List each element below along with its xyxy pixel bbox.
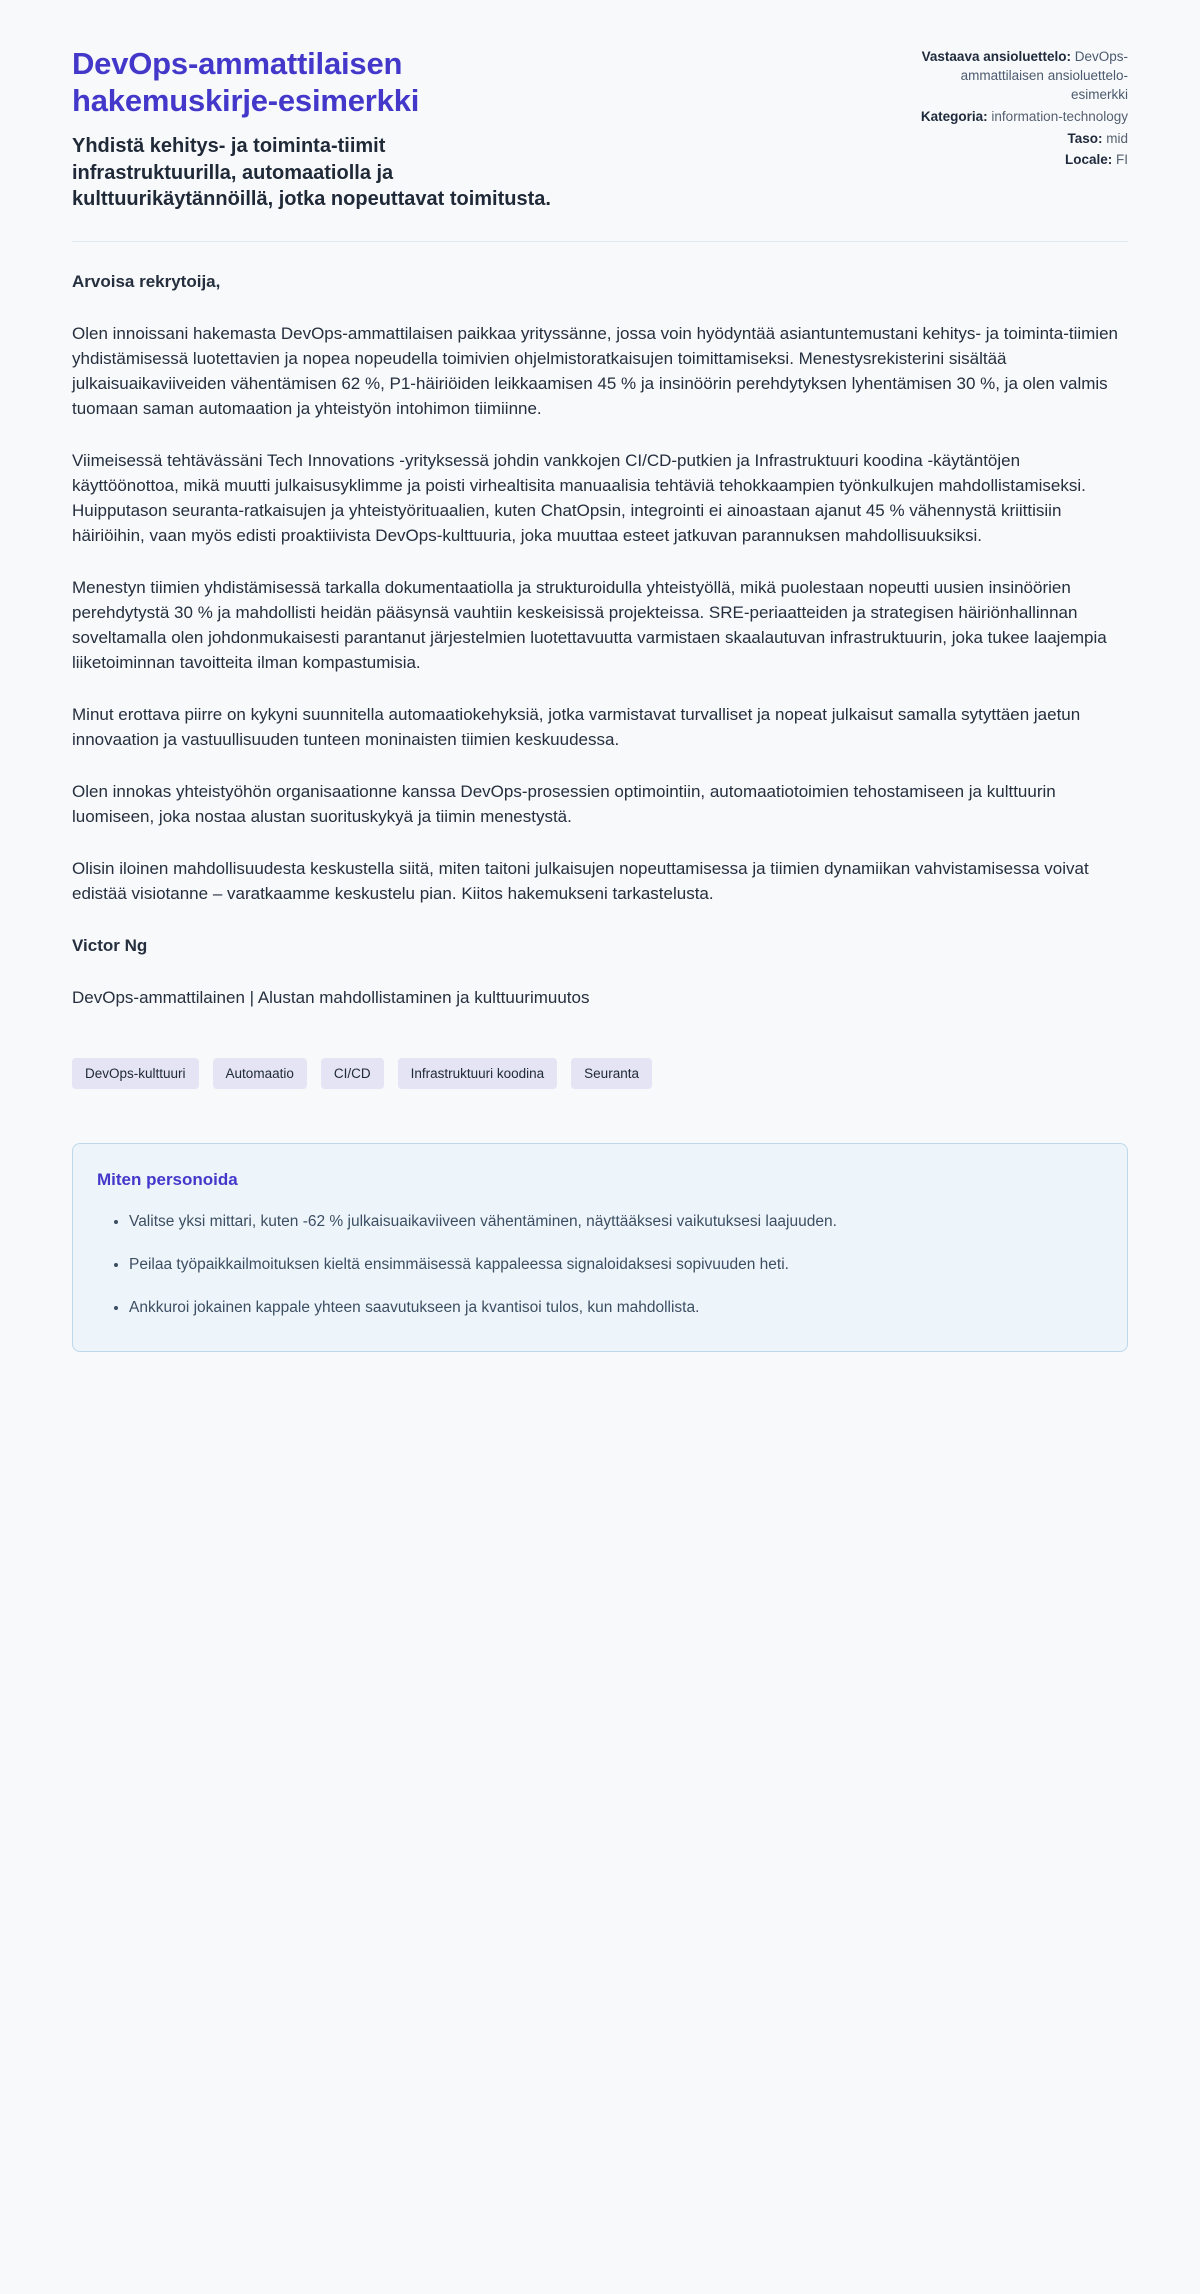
header-divider — [72, 241, 1128, 242]
letter-paragraph: Olen innokas yhteistyöhön organisaationne kanssa DevOps-prosessien optimointiin, automaatiotoimien tehostamiseen ja kulttuurin luomiseen, joka nostaa alustan suorituskykyä ja tiimin menestystä. — [72, 781, 1056, 826]
personalization-callout — [72, 1143, 1128, 1352]
meta-value-locale: FI — [1116, 152, 1128, 168]
cover-letter-body — [72, 269, 1128, 1010]
letter-paragraph: Olisin iloinen mahdollisuudesta keskustella siitä, miten taitoni julkaisujen nopeuttamisessa ja tiimien dynamiikan vahvistamisessa voivat edistää visiotanne – varatkaamme keskustelu pian. Kiitos hakemukseni tarkastelusta. — [72, 858, 1089, 903]
page-subtitle: Yhdistä kehitys- ja toiminta-tiimit infrastruktuurilla, automaatiolla ja kulttuurikäytännöillä, jotka nopeuttavat toimitusta. — [72, 135, 551, 211]
meta-row-matching-resume — [918, 48, 1128, 105]
tag-chip: DevOps-kulttuuri — [72, 1058, 199, 1089]
letter-paragraph: Viimeisessä tehtävässäni Tech Innovations -yrityksessä johdin vankkojen CI/CD-putkien ja Infrastruktuuri koodina -käytäntöjen käyttöönottoa, mikä muutti julkaisusyklimme ja poisti virhealtisita manuaalisia tehtäviä tehokkaampien työnkulkujen mahdollistamiseksi. Huipputason seuranta-ratkaisujen ja yhteistyörituaalien, kuten ChatOpsin, integrointi ei ainoastaan ajanut 45 % vähennystä kriittisiin häiriöihin, vaan myös edisti proaktiivista DevOps-kulttuuria, joka muuttaa esteet jatkuvan parannuksen mahdollisuuksiksi. — [72, 450, 1086, 545]
matching-resume-link[interactable]: DevOps-ammattilaisen ansioluettelo-esimerkki — [960, 49, 1128, 102]
meta-block — [918, 46, 1128, 173]
letter-paragraph: Olen innoissani hakemasta DevOps-ammattilaisen paikkaa yrityssänne, jossa voin hyödyntää asiantuntemustani kehitys- ja toiminta-tiimien yhdistämisessä luotettavien ja nopea nopeudella toimivien ohjelmistoratkaisujen toimittamiseksi. Menestysrekisterini sisältää julkaisuaikaviiveiden vähentämisen 62 %, P1-häiriöiden leikkaamisen 45 % ja insinöörin perehdytyksen lyhentämisen 30 %, ja olen valmis tuomaan saman automaation ja yhteistyön intohimon tiimiinne. — [72, 323, 1118, 418]
callout-title: Miten personoida — [97, 1169, 238, 1189]
meta-label-category: Kategoria: — [920, 108, 988, 124]
letter-paragraph: Menestyn tiimien yhdistämisessä tarkalla dokumentaatiolla ja strukturoidulla yhteistyöllä, mikä puolestaan nopeutti uusien insinöörien perehdytystä 30 % ja mahdollisti heidän pääsynsä vauhtiin keskeisissä projekteissa. SRE-periaatteiden ja strategisen häiriönhallinnan soveltamalla olen johdonmukaisesti parantanut järjestelmien luotettavuutta varmistaen skaalautuvan infrastruktuurin, joka tukee laajempia liiketoiminnan tavoitteita ilman kompastumisia. — [72, 577, 1107, 672]
meta-label-matching-resume: Vastaava ansioluettelo: — [921, 49, 1071, 64]
meta-value-category: information-technology — [991, 108, 1128, 124]
meta-label-level: Taso: — [1067, 130, 1103, 146]
signature-name: Victor Ng — [72, 935, 148, 955]
tag-list — [72, 1058, 1128, 1089]
meta-value-level: mid — [1106, 130, 1128, 146]
meta-row-level — [918, 130, 1128, 149]
tag-chip: Infrastruktuuri koodina — [398, 1058, 558, 1089]
callout-item: • Peilaa työpaikkailmoituksen kieltä ensimmäisessä kappaleessa signaloidaksesi sopivuuden heti. — [129, 1253, 877, 1277]
meta-row-locale — [918, 151, 1128, 170]
page-title: DevOps-ammattilaisen hakemuskirje-esimerkki — [72, 46, 420, 118]
callout-list — [97, 1210, 877, 1320]
meta-row-category — [918, 108, 1128, 127]
meta-label-locale: Locale: — [1064, 152, 1113, 168]
signature-title: DevOps-ammattilainen | Alustan mahdollistaminen ja kulttuurimuutos — [72, 987, 590, 1007]
tag-chip: Seuranta — [571, 1058, 652, 1089]
callout-item: • Valitse yksi mittari, kuten -62 % julkaisuaikaviiveen vähentäminen, näyttääksesi vaikutuksesi laajuuden. — [129, 1210, 877, 1234]
page-header — [72, 46, 1128, 213]
header-title-block — [72, 46, 552, 213]
callout-item: • Ankkuroi jokainen kappale yhteen saavutukseen ja kvantisoi tulos, kun mahdollista. — [129, 1296, 877, 1320]
letter-salutation: Arvoisa rekrytoija, — [72, 271, 221, 291]
tag-chip: CI/CD — [321, 1058, 384, 1089]
tag-chip: Automaatio — [213, 1058, 307, 1089]
letter-paragraph: Minut erottava piirre on kykyni suunnitella automaatiokehyksiä, jotka varmistavat turvalliset ja nopeat julkaisut samalla sytyttäen jaetun innovaation ja vastuullisuuden tunteen moninaisten tiimien keskuudessa. — [72, 704, 1081, 749]
